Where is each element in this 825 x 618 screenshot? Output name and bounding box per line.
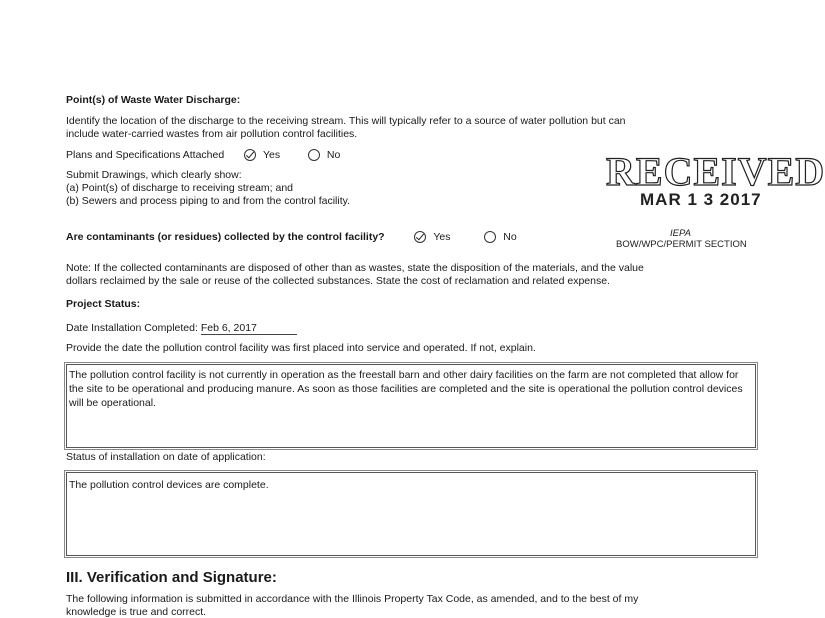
plans-yes-radio[interactable] [244,149,256,161]
verification-text-line2: knowledge is true and correct. [66,606,207,618]
drawings-line1: Submit Drawings, which clearly show: [66,169,242,181]
plans-attached-label: Plans and Specifications Attached [66,149,225,161]
received-stamp-title: RECEIVED [606,149,825,194]
drawings-line2: (a) Point(s) of discharge to receiving stream; and [66,182,294,194]
contaminants-no-label: No [503,231,517,243]
project-status-heading: Project Status: [66,298,141,310]
plans-attached-row [66,149,340,161]
installation-status-text: The pollution control devices are complete. [69,479,269,491]
verification-heading: III. Verification and Signature: [66,569,277,586]
received-stamp-date: MAR 1 3 2017 [640,190,762,209]
installation-status-textbox[interactable] [66,472,756,556]
discharge-description-line1: Identify the location of the discharge to the receiving stream. This will typically refer to a source of water pollution but can [66,115,626,127]
contaminants-question: Are contaminants (or residues) collected by the control facility? [66,231,385,243]
installation-status-label: Status of installation on date of application: [66,451,266,463]
contaminants-row [66,231,517,243]
date-installed-field[interactable]: Feb 6, 2017 [201,322,297,335]
provide-date-instruction: Provide the date the pollution control facility was first placed into service and operated. If not, explain. [66,342,536,354]
date-installed-row [66,322,297,334]
discharge-description-line2: include water-carried wastes from air pollution control facilities. [66,128,358,140]
explanation-textbox[interactable] [66,364,756,448]
explanation-text: The pollution control facility is not currently in operation as the freestall barn and other dairy facilities on the farm are not completed that allow for the site to be operational and producing manure. As soon as those facilities are completed and the site is operational the pollution control devices will be operational. [69,369,743,409]
verification-text-line1: The following information is submitted in accordance with the Illinois Property Tax Code, as amended, and to the best of my [66,593,639,605]
plans-no-label: No [326,149,341,161]
contaminants-yes-radio[interactable] [414,231,426,243]
contaminants-note-line1: Note: If the collected contaminants are disposed of other than as wastes, state the disposition of the materials, and the value [66,262,644,274]
plans-no-radio[interactable] [308,149,320,161]
date-installed-label: Date Installation Completed: [66,322,198,334]
contaminants-no-radio[interactable] [484,231,496,243]
discharge-heading: Point(s) of Waste Water Discharge: [66,94,241,106]
plans-yes-label: Yes [262,149,281,161]
stamp-agency: IEPA [670,228,691,239]
drawings-line3: (b) Sewers and process piping to and from the control facility. [66,195,351,207]
stamp-section: BOW/WPC/PERMIT SECTION [616,239,747,250]
contaminants-yes-label: Yes [433,231,451,243]
contaminants-note-line2: dollars reclaimed by the sale or reuse of the collected substances. State the cost of reclamation and related expense. [66,275,610,287]
